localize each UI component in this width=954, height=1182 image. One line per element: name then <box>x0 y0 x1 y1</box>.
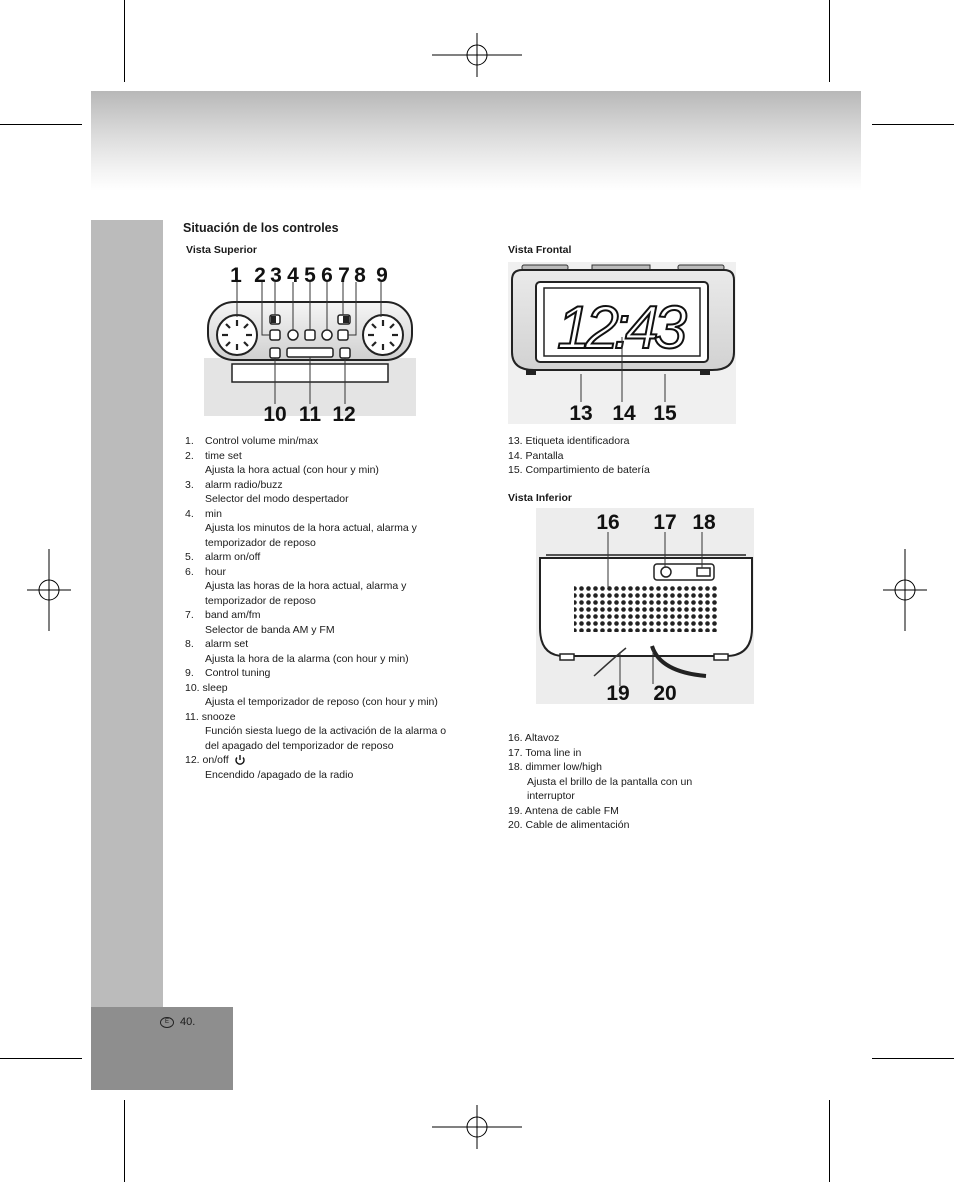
list-item-desc: Ajusta el brillo de la pantalla con un <box>527 775 693 788</box>
list-item-desc: interruptor <box>527 790 575 802</box>
front-view-heading: Vista Frontal <box>508 244 572 256</box>
list-item-desc: Ajusta los minutos de la hora actual, alarma y <box>205 522 417 534</box>
language-badge: E <box>160 1017 174 1028</box>
callout-3: 3 <box>270 264 282 287</box>
page-number <box>160 1016 195 1028</box>
registration-mark-right <box>882 548 928 632</box>
list-item: 4. min <box>185 507 222 520</box>
list-item: 14. Pantalla <box>508 449 564 462</box>
callout-7: 7 <box>338 264 350 287</box>
list-item-desc: temporizador de reposo <box>205 536 316 549</box>
callout-5: 5 <box>304 264 316 287</box>
bottom-view-diagram <box>536 508 754 704</box>
list-item: 7. band am/fm <box>185 609 261 621</box>
list-item: 12. on/off <box>185 753 485 768</box>
crop-mark <box>0 124 82 125</box>
callout-6: 6 <box>321 264 333 287</box>
list-item-desc: del apagado del temporizador de reposo <box>205 739 394 752</box>
crop-mark <box>829 1100 830 1182</box>
speaker-grille <box>574 584 718 632</box>
volume-knob <box>217 315 257 355</box>
list-item: 1. Control volume min/max <box>185 435 319 447</box>
front-view-diagram <box>508 262 736 424</box>
crop-mark <box>872 1058 954 1059</box>
top-view-heading: Vista Superior <box>186 244 257 256</box>
registration-mark-left <box>26 548 72 632</box>
callout-19: 19 <box>606 682 630 704</box>
bottom-view-heading: Vista Inferior <box>508 492 572 504</box>
list-item-desc: Ajusta la hora de la alarma (con hour y min) <box>205 652 409 665</box>
list-item: 3. alarm radio/buzz <box>185 478 283 491</box>
list-item-desc: Ajusta las horas de la hora actual, alarma y <box>205 580 407 592</box>
section-title: Situación de los controles <box>183 221 339 235</box>
list-item: 16. Altavoz <box>508 732 560 744</box>
list-item: 5. alarm on/off <box>185 551 261 563</box>
list-item: 18. dimmer low/high <box>508 761 602 773</box>
callout-1: 1 <box>230 264 242 287</box>
list-item-desc: Encendido /apagado de la radio <box>205 768 354 781</box>
list-item-desc: Selector del modo despertador <box>205 493 349 505</box>
list-item: 17. Toma line in <box>508 746 582 759</box>
list-item-desc: Función siesta luego de la activación de la alarma o <box>205 725 447 737</box>
list-item: 9. Control tuning <box>185 667 271 679</box>
power-icon <box>233 754 247 766</box>
list-item: 19. Antena de cable FM <box>508 804 619 817</box>
tuning-knob <box>363 315 403 355</box>
controls-list-top-view <box>185 434 485 782</box>
list-item-desc: temporizador de reposo <box>205 594 316 607</box>
callout-15: 15 <box>653 402 677 424</box>
list-item-desc: Ajusta el temporizador de reposo (con hour y min) <box>205 696 438 708</box>
list-item-desc: Selector de banda AM y FM <box>205 623 335 636</box>
list-item: 20. Cable de alimentación <box>508 819 630 831</box>
crop-mark <box>124 1100 125 1182</box>
callout-9: 9 <box>376 264 388 287</box>
callout-10: 10 <box>263 403 287 424</box>
list-item: 13. Etiqueta identificadora <box>508 435 630 447</box>
callout-8: 8 <box>354 264 366 287</box>
callout-12: 12 <box>332 403 356 424</box>
callout-14: 14 <box>612 402 636 424</box>
list-item: 11. snooze <box>185 710 236 723</box>
registration-mark-top <box>430 32 524 78</box>
list-item: 8. alarm set <box>185 638 249 650</box>
callout-20: 20 <box>653 682 677 704</box>
callout-18: 18 <box>692 511 716 534</box>
header-band <box>91 91 861 191</box>
callout-2: 2 <box>254 264 266 287</box>
top-view-diagram <box>200 262 420 424</box>
crop-mark <box>872 124 954 125</box>
callout-13: 13 <box>569 402 593 424</box>
list-item: 10. sleep <box>185 681 228 694</box>
controls-list-bottom-view <box>508 731 808 833</box>
registration-mark-bottom <box>430 1104 524 1150</box>
callout-17: 17 <box>653 511 677 534</box>
list-item: 6. hour <box>185 565 227 578</box>
list-item-desc: Ajusta la hora actual (con hour y min) <box>205 464 379 476</box>
crop-mark <box>124 0 125 82</box>
callout-11: 11 <box>298 403 322 424</box>
crop-mark <box>829 0 830 82</box>
clock-display: 12:43 <box>557 294 687 361</box>
callout-16: 16 <box>596 511 620 534</box>
page-number-value: 40. <box>180 1016 196 1028</box>
callout-4: 4 <box>287 264 299 287</box>
list-item: 15. Compartimiento de batería <box>508 464 650 476</box>
crop-mark <box>0 1058 82 1059</box>
side-bar <box>91 220 163 1010</box>
list-item: 2. time set <box>185 449 242 462</box>
controls-list-front-view <box>508 434 808 478</box>
